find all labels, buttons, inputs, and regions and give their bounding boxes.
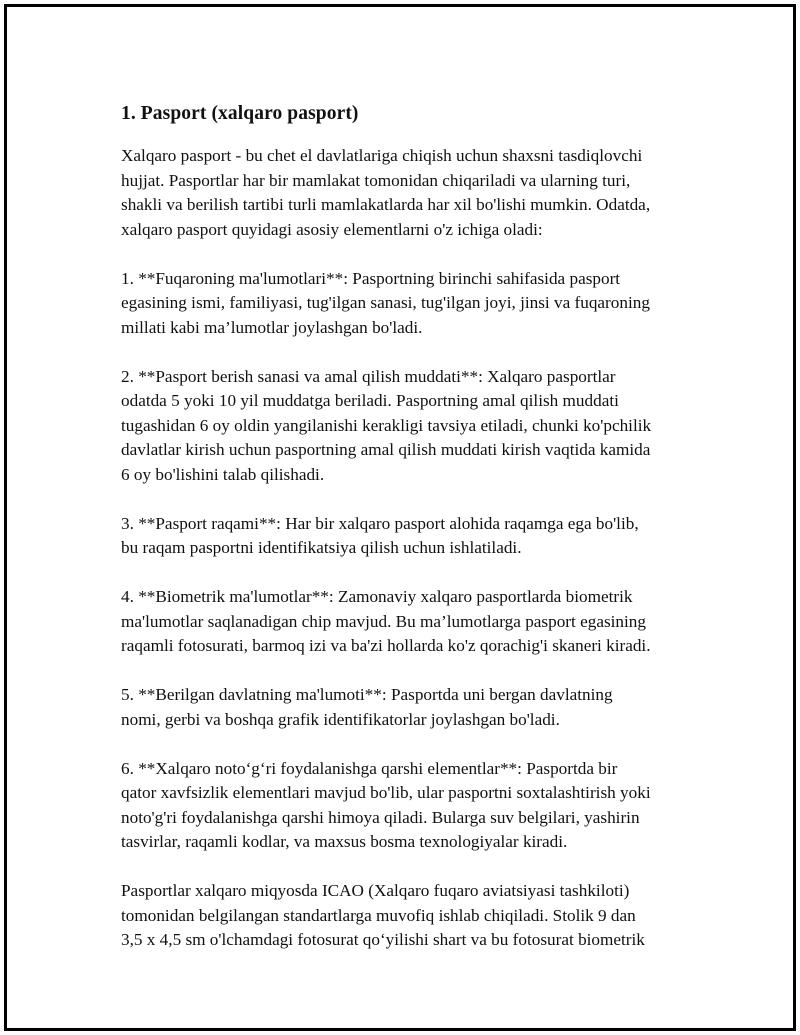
text-line: 4. **Biometrik ma'lumotlar**: Zamonaviy xalqaro pasportlarda biometrik	[121, 587, 633, 606]
text-line: shakli va berilish tartibi turli mamlakatlarda har xil bo'lishi mumkin. Odatda,	[121, 195, 651, 214]
text-line: qator xavfsizlik elementlari mavjud bo'lib, ular pasportni soxtalashtirish yoki	[121, 783, 651, 802]
page-frame	[4, 4, 796, 1031]
paragraph-1	[121, 144, 721, 242]
text-line: odatda 5 yoki 10 yil muddatga beriladi. Pasportning amal qilish muddati	[121, 391, 619, 410]
document-title: 1. Pasport (xalqaro pasport)	[121, 103, 359, 124]
text-line: 2. **Pasport berish sanasi va amal qilish muddati**: Xalqaro pasportlar	[121, 366, 616, 386]
text-line: millati kabi ma’lumotlar joylashgan bo'ladi.	[121, 317, 423, 337]
text-line: tomonidan belgilangan standartlarga muvofiq ishlab chiqiladi. Stolik 9 dan	[121, 905, 636, 925]
text-line: bu raqam pasportni identifikatsiya qilish uchun ishlatiladi.	[121, 538, 522, 557]
paragraph-8	[121, 879, 721, 953]
paragraph-6	[121, 683, 721, 732]
paragraph-list	[121, 144, 721, 953]
text-line: noto'g'ri foydalanishga qarshi himoya qiladi. Bularga suv belgilari, yashirin	[121, 807, 640, 827]
paragraph-4	[121, 512, 721, 561]
text-line: 6 oy bo'lishini talab qilishadi.	[121, 464, 325, 484]
text-line: 1. **Fuqaroning ma'lumotlari**: Pasportning birinchi sahifasida pasport	[121, 268, 621, 288]
text-line: 3. **Pasport raqami**: Har bir xalqaro pasport alohida raqamga ega bo'lib,	[121, 513, 639, 533]
text-line: davlatlar kirish uchun pasportning amal qilish muddati kirish vaqtida kamida	[121, 440, 651, 459]
text-line: 6. **Xalqaro noto‘g‘ri foydalanishga qarshi elementlar**: Pasportda bir	[121, 758, 618, 778]
paragraph-5	[121, 585, 721, 659]
text-line: egasining ismi, familiyasi, tug'ilgan sanasi, tug'ilgan joyi, jinsi va fuqaroning	[121, 293, 650, 312]
text-line: nomi, gerbi va boshqa grafik identifikatorlar joylashgan bo'ladi.	[121, 709, 560, 729]
text-line: xalqaro pasport quyidagi asosiy elementlarni o'z ichiga oladi:	[121, 219, 543, 239]
paragraph-2	[121, 267, 721, 341]
text-line: Xalqaro pasport - bu chet el davlatlariga chiqish uchun shaxsni tasdiqlovchi	[121, 146, 643, 165]
text-line: 3,5 x 4,5 sm o'lchamdagi fotosurat qo‘yilishi shart va bu fotosurat biometrik	[121, 930, 645, 949]
text-line: ma'lumotlar saqlanadigan chip mavjud. Bu ma’lumotlarga pasport egasining	[121, 611, 646, 631]
text-line: hujjat. Pasportlar har bir mamlakat tomonidan chiqariladi va ularning turi,	[121, 170, 631, 190]
text-line: tugashidan 6 oy oldin yangilanishi kerakligi tavsiya etiladi, chunki ko'pchilik	[121, 415, 652, 435]
text-line: Pasportlar xalqaro miqyosda ICAO (Xalqaro fuqaro aviatsiyasi tashkiloti)	[121, 881, 630, 900]
text-line: raqamli fotosurati, barmoq izi va ba'zi hollarda ko'z qorachig'i skaneri kiradi.	[121, 636, 651, 655]
paragraph-3	[121, 365, 721, 488]
text-line: tasvirlar, raqamli kodlar, va maxsus bosma texnologiyalar kiradi.	[121, 832, 568, 851]
paragraph-7	[121, 757, 721, 855]
document-body	[121, 100, 721, 977]
text-line: 5. **Berilgan davlatning ma'lumoti**: Pasportda uni bergan davlatning	[121, 685, 613, 704]
